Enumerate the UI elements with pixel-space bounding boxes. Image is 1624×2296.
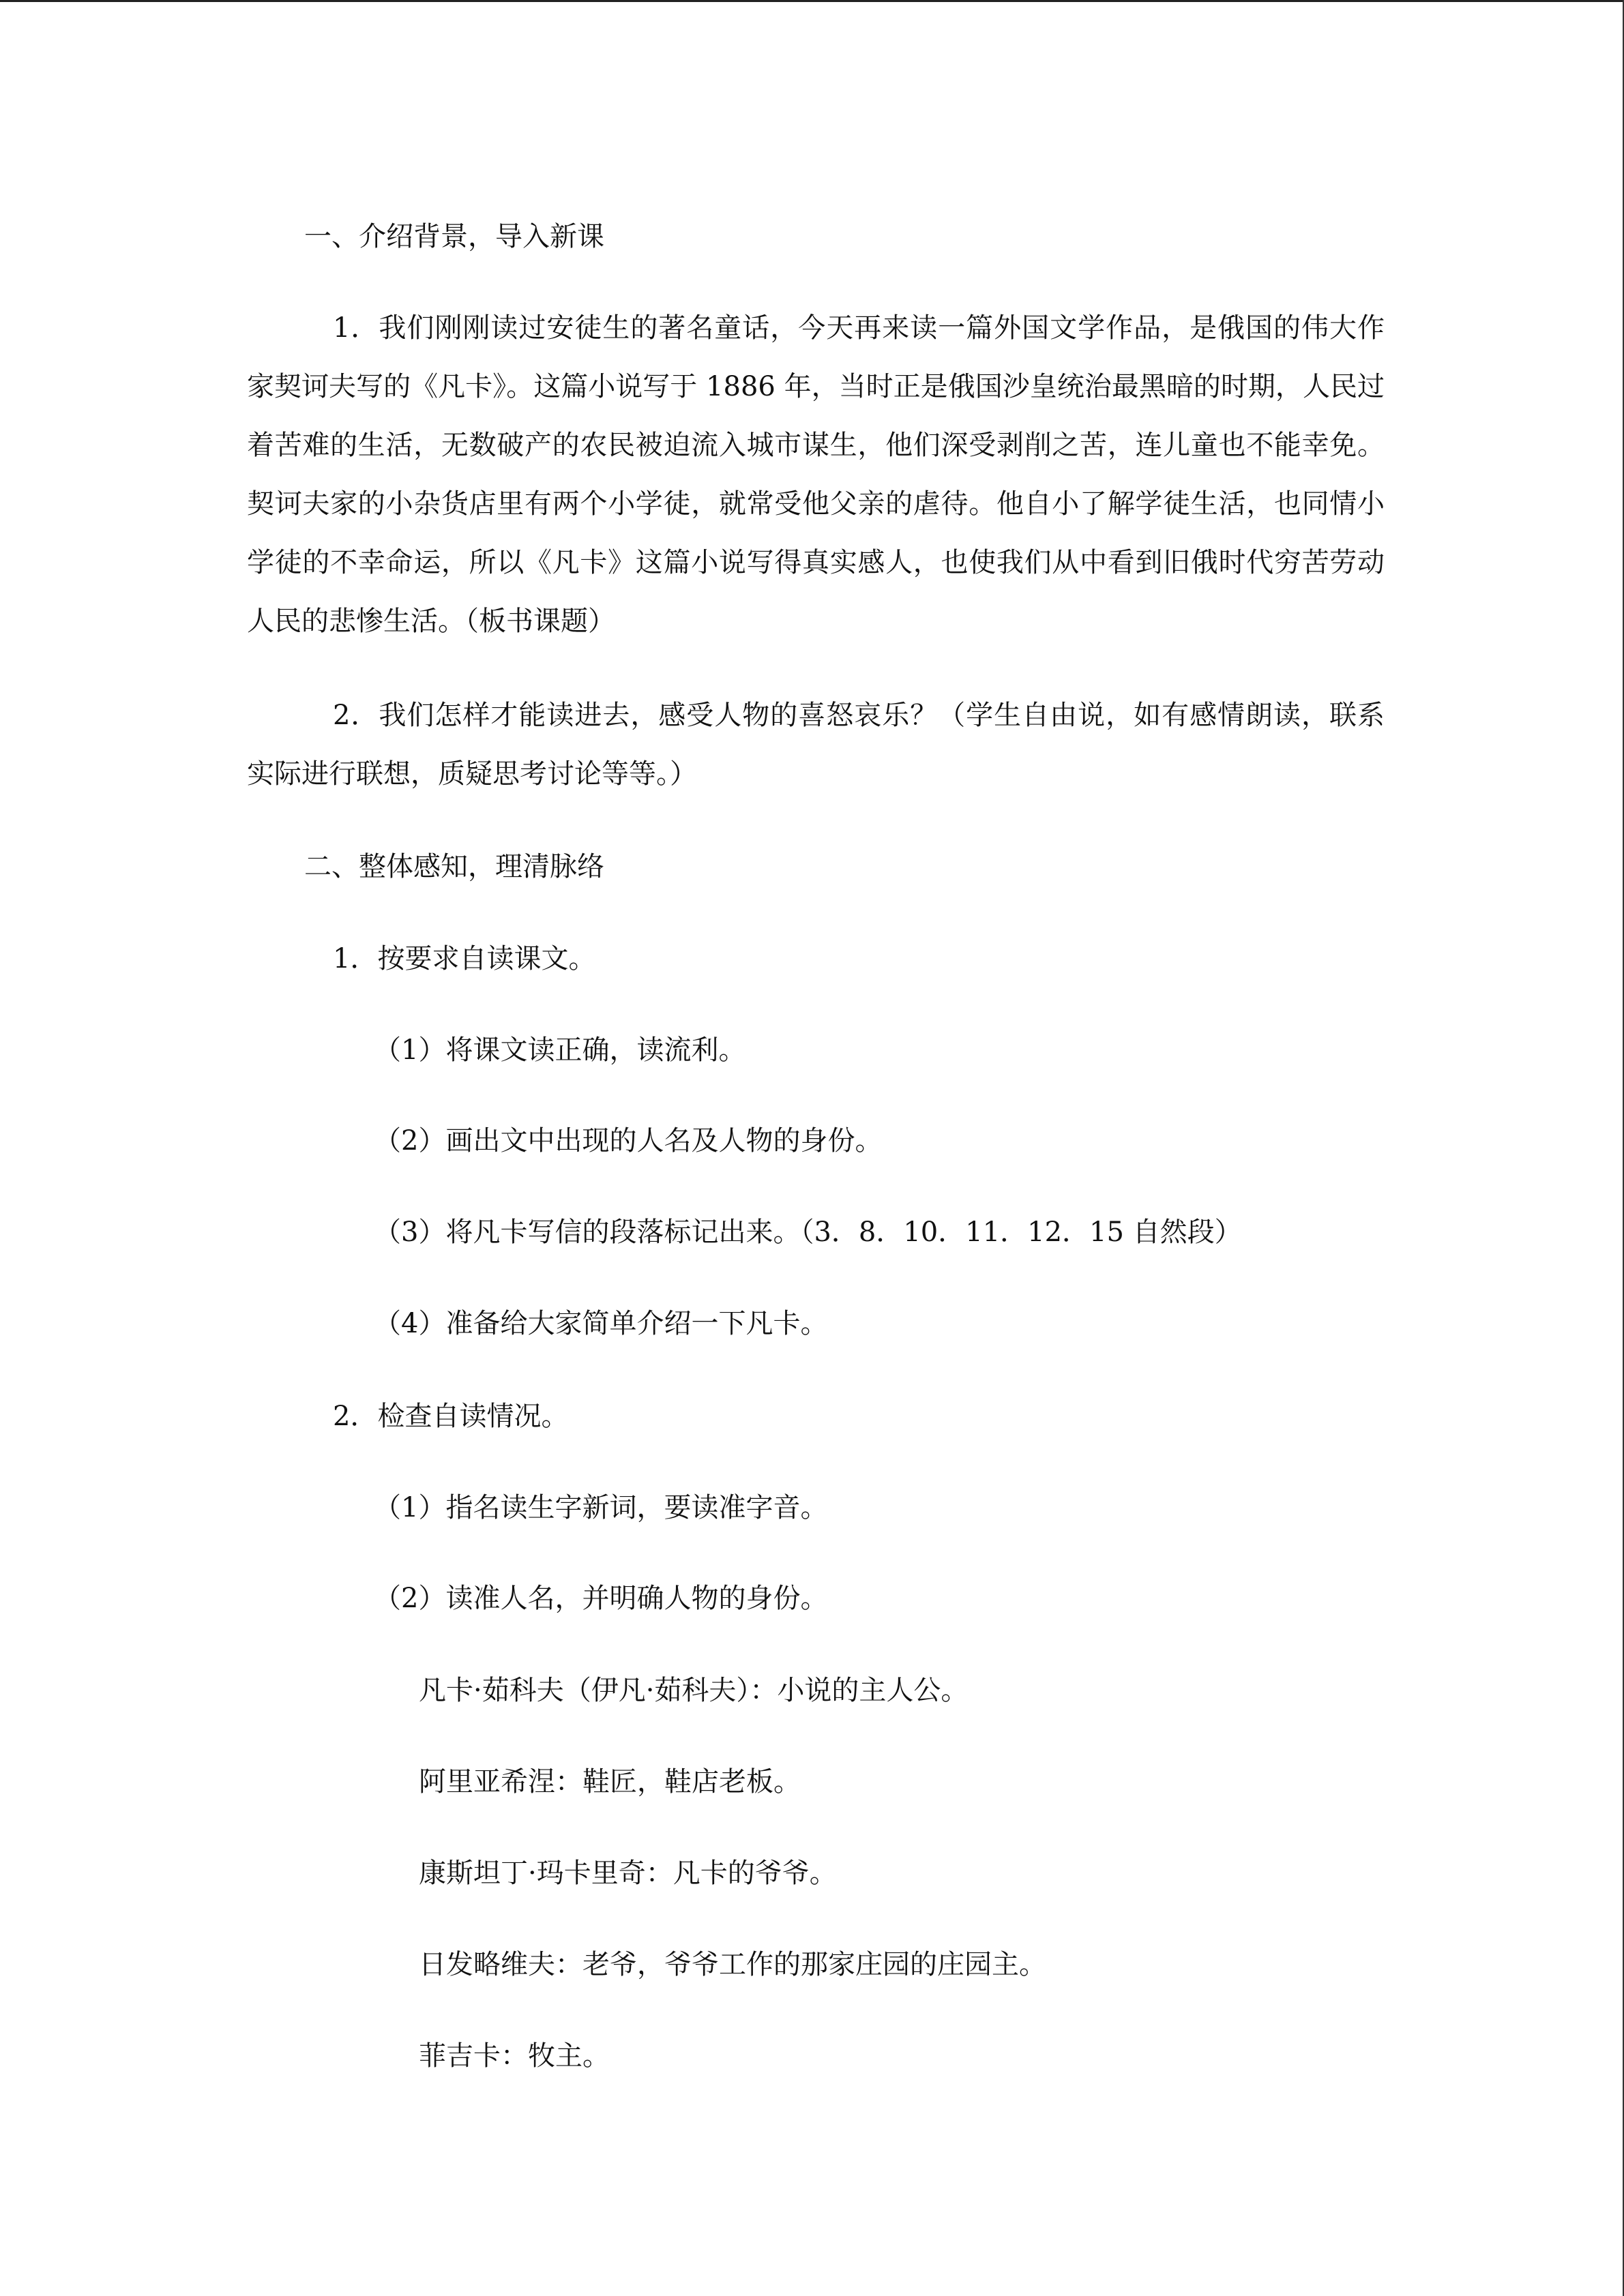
sub-item: （4）准备给大家简单介绍一下凡卡。 [374, 1308, 828, 1339]
sub-item: （2）读准人名，并明确人物的身份。 [374, 1583, 828, 1614]
section1-heading: 一、介绍背景，导入新课 [304, 221, 604, 252]
section1-paragraph-2: 2．我们怎样才能读进去，感受人物的喜怒哀乐？（学生自由说，如有感情朗读，联系实际进行联想，质疑思考讨论等等。） [247, 700, 1385, 790]
character-entry: 康斯坦丁·玛卡里奇：凡卡的爷爷。 [419, 1858, 837, 1889]
sub-item: （1）将课文读正确，读流利。 [374, 1034, 746, 1066]
section2-item-2: 2．检查自读情况。 [333, 1401, 569, 1432]
character-entry: 菲吉卡：牧主。 [419, 2040, 610, 2072]
character-entry: 凡卡·茹科夫（伊凡·茹科夫）：小说的主人公。 [419, 1675, 969, 1706]
section1-paragraph-1: 1．我们刚刚读过安徒生的著名童话，今天再来读一篇外国文学作品，是俄国的伟大作家契诃夫写的《凡卡》。这篇小说写于 1886 年，当时正是俄国沙皇统治最黑暗的时期，人民过着苦难的生活，无数破产的农民被迫流入城市谋生，他们深受剥削之苦，连儿童也不能幸免。契诃夫家的小杂货店里有两个小学徒，就常受他父亲的虐待。他自小了解学徒生活，也同情小学徒的不幸命运，所以《凡卡》这篇小说写得真实感人，也使我们从中看到旧俄时代穷苦劳动人民的悲惨生活。（板书课题） [247, 312, 1385, 637]
sub-item: （1）指名读生字新词，要读准字音。 [374, 1492, 828, 1523]
sub-item: （3）将凡卡写信的段落标记出来。（3．8．10．11．12．15 自然段） [374, 1217, 1242, 1248]
character-entry: 阿里亚希涅：鞋匠，鞋店老板。 [419, 1766, 801, 1798]
section2-heading: 二、整体感知，理清脉络 [304, 851, 604, 882]
character-entry: 日发略维夫：老爷，爷爷工作的那家庄园的庄园主。 [419, 1949, 1046, 1980]
sub-item: （2）画出文中出现的人名及人物的身份。 [374, 1125, 883, 1157]
section2-item-1: 1．按要求自读课文。 [333, 943, 596, 974]
